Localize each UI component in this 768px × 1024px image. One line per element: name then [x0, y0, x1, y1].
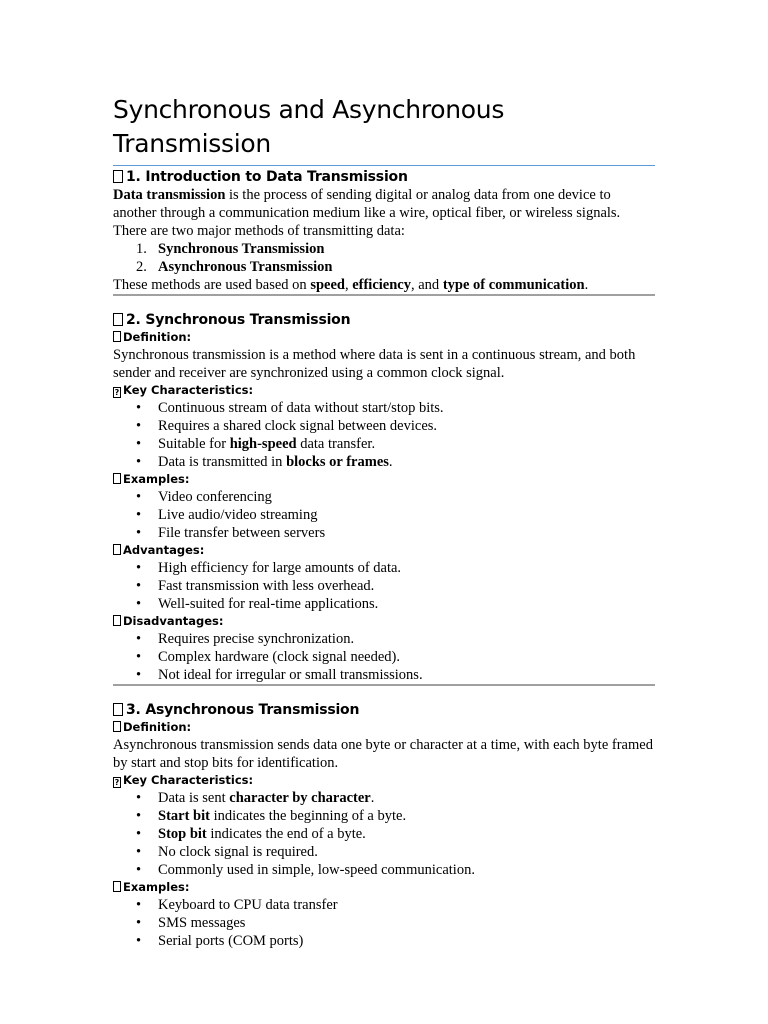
methods-list	[113, 240, 655, 276]
section-asynchronous	[113, 701, 655, 950]
definition-text: Asynchronous transmission sends data one byte or character at a time, with each byte framed by start and stop bits for identification.	[113, 737, 653, 771]
section-divider	[113, 684, 655, 686]
characteristics-list	[113, 789, 655, 879]
section-heading-introduction: 1. Introduction to Data Transmission	[113, 168, 655, 186]
definition-label: Definition:	[113, 329, 655, 346]
list-item: 1. Synchronous Transmission	[136, 241, 325, 257]
section-heading-synchronous: 2. Synchronous Transmission	[113, 311, 655, 329]
list-item: • Video conferencing	[136, 489, 272, 505]
missing-glyph-icon	[113, 313, 123, 326]
page-title: Synchronous and Asynchronous Transmission	[113, 93, 655, 166]
examples-list	[113, 896, 655, 950]
list-item: • Live audio/video streaming	[136, 507, 318, 523]
section-introduction	[113, 168, 655, 294]
intro-paragraph: Data transmission is the process of sending digital or analog data from one device to another through a communication medium like a wire, optical fiber, or wireless signals. There are two major methods of transmitting data:	[113, 187, 621, 239]
definition-label: Definition:	[113, 719, 655, 736]
list-item: • Requires precise synchronization.	[136, 631, 355, 647]
list-item: • SMS messages	[136, 915, 246, 931]
characteristics-label: ? Key Characteristics:	[114, 773, 254, 787]
missing-glyph-icon	[113, 615, 121, 626]
missing-glyph-icon	[113, 544, 121, 555]
list-item: • Start bit indicates the beginning of a byte.	[136, 808, 407, 824]
document-content	[113, 93, 655, 950]
characteristics-list	[113, 399, 655, 471]
list-item: • Not ideal for irregular or small transmissions.	[136, 667, 423, 683]
list-item: • Data is transmitted in blocks or frames.	[136, 454, 393, 470]
list-item: • Suitable for high-speed data transfer.	[136, 436, 376, 452]
characteristics-label: ? Key Characteristics:	[114, 383, 254, 397]
list-item: • High efficiency for large amounts of data.	[136, 560, 402, 576]
missing-glyph-icon	[113, 170, 123, 183]
advantages-label: Advantages:	[113, 542, 655, 559]
disadvantages-list	[113, 630, 655, 684]
missing-glyph-icon	[113, 881, 121, 892]
list-item: • Serial ports (COM ports)	[136, 933, 304, 949]
question-glyph-icon: ?	[114, 778, 120, 787]
list-item: • Requires a shared clock signal between devices.	[136, 418, 438, 434]
section-synchronous	[113, 311, 655, 684]
closing-paragraph: These methods are used based on speed, efficiency, and type of communication.	[113, 277, 589, 293]
missing-glyph-icon	[113, 703, 123, 716]
examples-label: Examples:	[113, 471, 655, 488]
list-item: • Complex hardware (clock signal needed).	[136, 649, 400, 665]
section-divider	[113, 294, 655, 296]
list-item: • Fast transmission with less overhead.	[136, 578, 375, 594]
section-heading-asynchronous: 3. Asynchronous Transmission	[113, 701, 655, 719]
list-item: • No clock signal is required.	[136, 844, 318, 860]
examples-label: Examples:	[113, 879, 655, 896]
list-item: • Continuous stream of data without start/stop bits.	[136, 400, 444, 416]
list-item: • Keyboard to CPU data transfer	[136, 897, 338, 913]
list-item: • Well-suited for real-time applications.	[136, 596, 379, 612]
missing-glyph-icon	[113, 331, 121, 342]
list-item: • File transfer between servers	[136, 525, 326, 541]
question-glyph-icon: ?	[114, 388, 120, 397]
examples-list	[113, 488, 655, 542]
list-item: • Data is sent character by character.	[136, 790, 375, 806]
missing-glyph-icon	[113, 721, 121, 732]
advantages-list	[113, 559, 655, 613]
missing-glyph-icon	[113, 473, 121, 484]
definition-text: Synchronous transmission is a method where data is sent in a continuous stream, and both sender and receiver are synchronized using a common clock signal.	[113, 347, 636, 381]
list-item: 2. Asynchronous Transmission	[136, 259, 333, 275]
list-item: • Commonly used in simple, low-speed communication.	[136, 862, 475, 878]
disadvantages-label: Disadvantages:	[113, 613, 655, 630]
list-item: • Stop bit indicates the end of a byte.	[136, 826, 366, 842]
